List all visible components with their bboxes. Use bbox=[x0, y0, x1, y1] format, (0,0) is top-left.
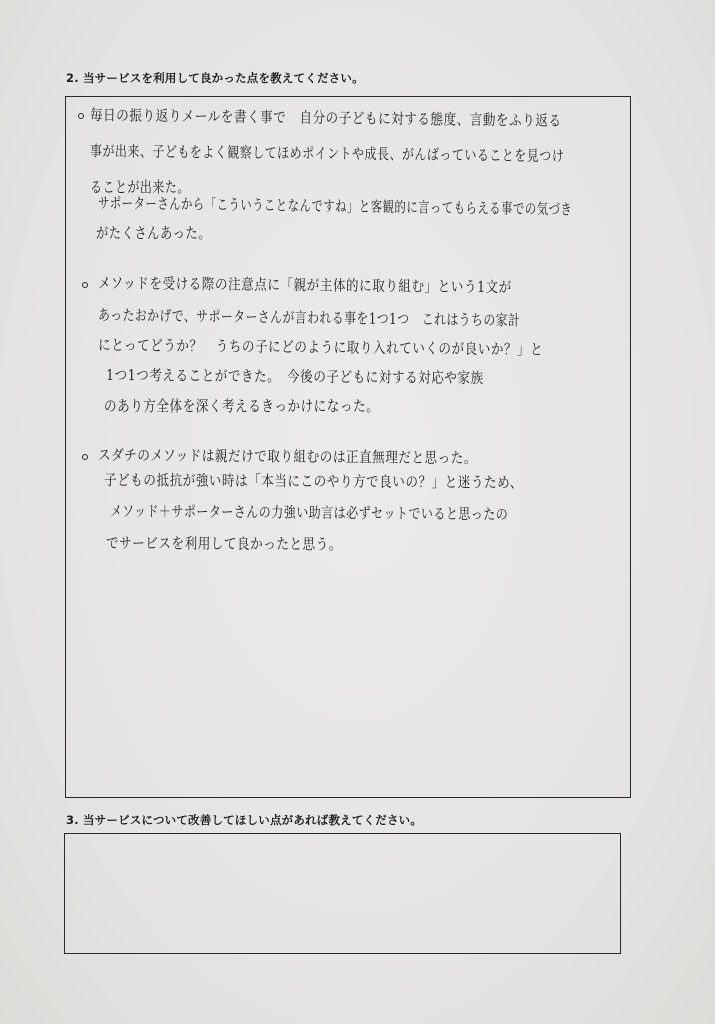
bullet-marker bbox=[78, 113, 84, 119]
bullet-marker bbox=[82, 454, 88, 460]
answer-line: にとってどうか？ うちの子にどのように取り入れていくのが良いか？」と bbox=[97, 336, 544, 359]
answer-line: ることが出来た。 bbox=[90, 178, 190, 196]
answer-line: あったおかげで、サポーターさんが言われる事を1つ1つ これはうちの家計 bbox=[97, 306, 521, 330]
bullet-marker bbox=[82, 282, 88, 288]
answer-line: 1つ1つ考えることができた。 今後の子どもに対する対応や家族 bbox=[105, 366, 484, 388]
question-3-heading: 3. 当サービスについて改善してほしい点があれば教えてください。 bbox=[66, 813, 423, 827]
question-3-answer-box bbox=[64, 833, 621, 954]
answer-line: 毎日の振り返りメールを書く事で 自分の子どもに対する態度、言動をふり返る bbox=[89, 106, 562, 130]
answer-line: メソッドを受ける際の注意点に「親が主体的に取り組む」という1文が bbox=[97, 274, 512, 297]
answer-line: スダチのメソッドは親だけで取り組むのは正直無理だと思った。 bbox=[97, 446, 478, 468]
question-2-heading: 2. 当サービスを利用して良かった点を教えてください。 bbox=[66, 71, 364, 85]
answer-line: でサービスを利用して良かったと思う。 bbox=[105, 534, 342, 554]
answer-line: 事が出来、子どもをよく観察してほめポイントや成長、がんばっていることを見つけ bbox=[89, 142, 565, 166]
answer-line: のあり方全体を深く考えるきっかけになった。 bbox=[104, 397, 380, 415]
answer-line: サポーターさんから「こういうことなんですね」と客観的に言ってもらえる事での気づき bbox=[97, 194, 573, 219]
answer-line: 子どもの抵抗が強い時は「本当にこのやり方で良いの？」と迷うため、 bbox=[103, 471, 523, 492]
answer-line: がたくさんあった。 bbox=[96, 224, 212, 242]
answer-line: メソッド＋サポーターさんの力強い助言は必ずセットでいると思ったの bbox=[109, 502, 509, 524]
